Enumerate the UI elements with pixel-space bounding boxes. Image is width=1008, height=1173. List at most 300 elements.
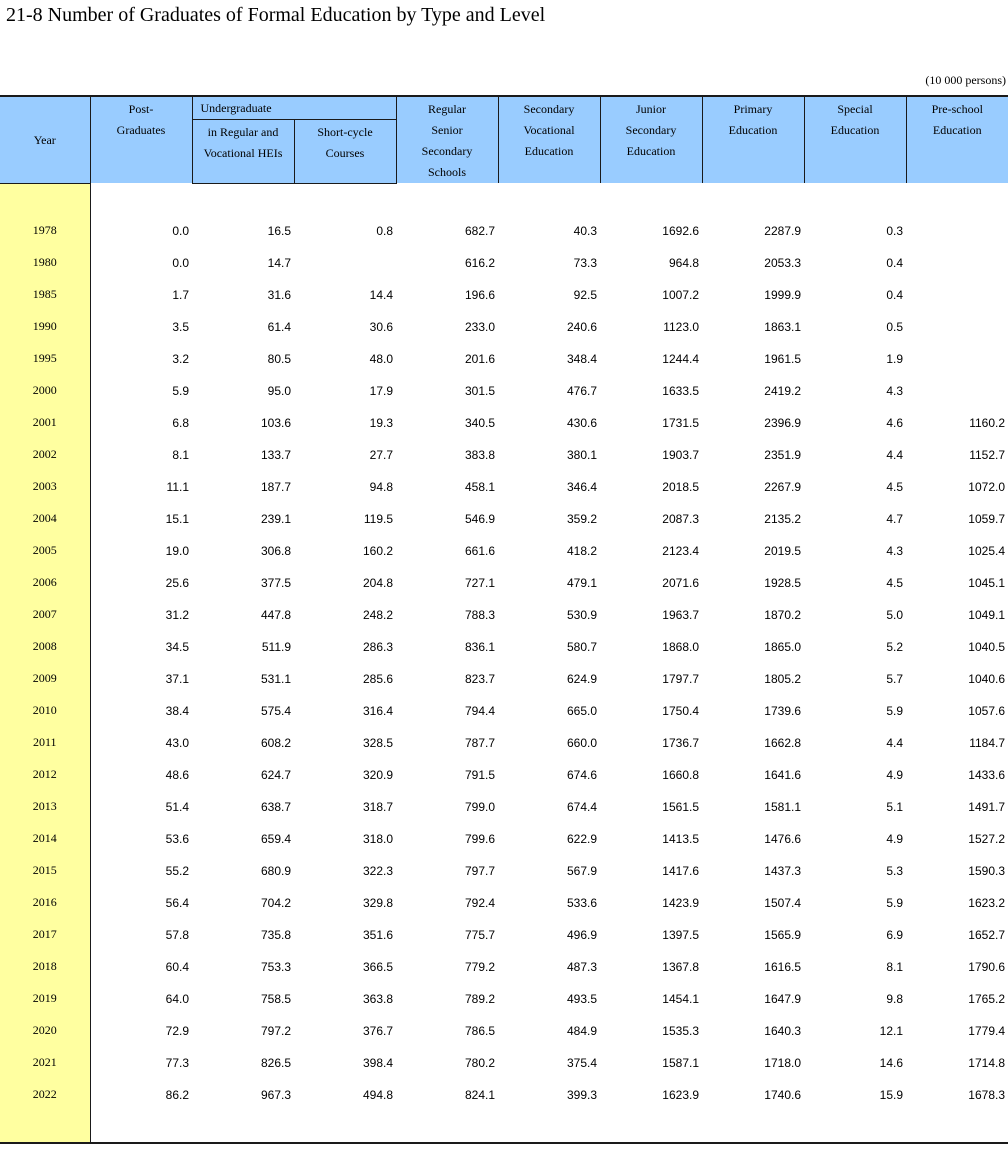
cell-year: 1980 — [0, 247, 90, 279]
cell-special: 5.7 — [886, 671, 903, 686]
cell-year: 2005 — [0, 535, 90, 567]
cell-junior-secondary: 1535.3 — [662, 1023, 699, 1038]
cell-post-graduates: 72.9 — [165, 1023, 189, 1038]
table-row — [0, 279, 1008, 311]
header-line: Regular — [428, 102, 466, 116]
cell-short-cycle: 14.4 — [369, 287, 393, 302]
cell-primary: 2053.3 — [764, 255, 801, 270]
cell-short-cycle: 94.8 — [369, 479, 393, 494]
cell-special: 4.4 — [886, 447, 903, 462]
cell-junior-secondary: 1660.8 — [662, 767, 699, 782]
table-row — [0, 407, 1008, 439]
cell-special: 4.3 — [886, 543, 903, 558]
header-line: Pre-school — [931, 102, 983, 116]
cell-pre-school: 1527.2 — [968, 831, 1005, 846]
cell-short-cycle: 320.9 — [362, 767, 393, 782]
cell-year: 2013 — [0, 791, 90, 823]
cell-primary: 1961.5 — [764, 351, 801, 366]
cell-primary: 1805.2 — [764, 671, 801, 686]
cell-pre-school — [906, 279, 1008, 311]
cell-post-graduates: 38.4 — [165, 703, 189, 718]
cell-short-cycle: 27.7 — [369, 447, 393, 462]
cell-post-graduates: 64.0 — [165, 991, 189, 1006]
cell-post-graduates: 3.2 — [172, 351, 189, 366]
cell-year: 2017 — [0, 919, 90, 951]
header-line: Secondary — [523, 102, 575, 116]
cell-short-cycle: 398.4 — [362, 1055, 393, 1070]
cell-short-cycle: 318.7 — [362, 799, 393, 814]
table-row — [0, 887, 1008, 919]
cell-post-graduates: 86.2 — [165, 1087, 189, 1102]
cell-post-graduates: 48.6 — [165, 767, 189, 782]
cell-pre-school — [906, 215, 1008, 247]
cell-secondary-vocational: 674.6 — [566, 767, 597, 782]
cell-junior-secondary: 1797.7 — [662, 671, 699, 686]
cell-post-graduates: 43.0 — [165, 735, 189, 750]
header-line: Vocational — [523, 123, 575, 137]
cell-pre-school — [906, 343, 1008, 375]
cell-short-cycle: 248.2 — [362, 607, 393, 622]
cell-secondary-vocational: 487.3 — [566, 959, 597, 974]
cell-special: 5.3 — [886, 863, 903, 878]
cell-post-graduates: 15.1 — [165, 511, 189, 526]
cell-primary: 2396.9 — [764, 415, 801, 430]
cell-short-cycle: 322.3 — [362, 863, 393, 878]
cell-regular-vocational-heis: 306.8 — [260, 543, 291, 558]
cell-secondary-vocational: 674.4 — [566, 799, 597, 814]
cell-pre-school: 1433.6 — [968, 767, 1005, 782]
cell-regular-senior-secondary: 458.1 — [464, 479, 495, 494]
header-line: Education — [830, 123, 880, 137]
cell-junior-secondary: 1413.5 — [662, 831, 699, 846]
table-row — [0, 663, 1008, 695]
cell-pre-school: 1025.4 — [968, 543, 1005, 558]
header-line: Junior — [636, 102, 666, 116]
cell-junior-secondary: 1397.5 — [662, 927, 699, 942]
cell-pre-school: 1623.2 — [968, 895, 1005, 910]
cell-primary: 1718.0 — [764, 1055, 801, 1070]
cell-special: 15.9 — [879, 1087, 903, 1102]
cell-special: 5.0 — [886, 607, 903, 622]
cell-regular-senior-secondary: 201.6 — [464, 351, 495, 366]
cell-post-graduates: 55.2 — [165, 863, 189, 878]
cell-year: 2008 — [0, 631, 90, 663]
cell-regular-vocational-heis: 447.8 — [260, 607, 291, 622]
cell-regular-senior-secondary: 823.7 — [464, 671, 495, 686]
table-row — [0, 375, 1008, 407]
cell-secondary-vocational: 496.9 — [566, 927, 597, 942]
cell-regular-vocational-heis: 103.6 — [260, 415, 291, 430]
cell-special: 4.6 — [886, 415, 903, 430]
cell-junior-secondary: 1007.2 — [662, 287, 699, 302]
table-row — [0, 1079, 1008, 1111]
header-secondary-vocational — [498, 96, 600, 183]
cell-pre-school: 1779.4 — [968, 1023, 1005, 1038]
cell-regular-vocational-heis: 659.4 — [260, 831, 291, 846]
cell-special: 4.9 — [886, 831, 903, 846]
cell-regular-vocational-heis: 797.2 — [260, 1023, 291, 1038]
cell-regular-vocational-heis: 31.6 — [267, 287, 291, 302]
cell-regular-senior-secondary: 788.3 — [464, 607, 495, 622]
cell-regular-vocational-heis: 377.5 — [260, 575, 291, 590]
cell-primary: 1640.3 — [764, 1023, 801, 1038]
table-row — [0, 311, 1008, 343]
cell-short-cycle: 318.0 — [362, 831, 393, 846]
cell-special: 5.1 — [886, 799, 903, 814]
cell-primary: 1863.1 — [764, 319, 801, 334]
cell-year: 2012 — [0, 759, 90, 791]
cell-secondary-vocational: 346.4 — [566, 479, 597, 494]
cell-pre-school: 1491.7 — [968, 799, 1005, 814]
table-row — [0, 951, 1008, 983]
cell-regular-vocational-heis: 758.5 — [260, 991, 291, 1006]
cell-secondary-vocational: 92.5 — [573, 287, 597, 302]
cell-regular-vocational-heis: 187.7 — [260, 479, 291, 494]
cell-regular-senior-secondary: 792.4 — [464, 895, 495, 910]
table-row — [0, 343, 1008, 375]
cell-post-graduates: 37.1 — [165, 671, 189, 686]
header-post-graduates — [90, 96, 192, 183]
cell-secondary-vocational: 40.3 — [573, 223, 597, 238]
cell-regular-vocational-heis: 638.7 — [260, 799, 291, 814]
cell-year: 2022 — [0, 1079, 90, 1111]
table-header — [0, 96, 1008, 183]
header-special — [804, 96, 906, 183]
cell-regular-senior-secondary: 797.7 — [464, 863, 495, 878]
cell-junior-secondary: 1561.5 — [662, 799, 699, 814]
cell-special: 0.4 — [886, 255, 903, 270]
cell-post-graduates: 0.0 — [172, 223, 189, 238]
cell-secondary-vocational: 580.7 — [566, 639, 597, 654]
cell-pre-school: 1152.7 — [969, 447, 1005, 462]
cell-short-cycle: 48.0 — [369, 351, 393, 366]
cell-special: 0.4 — [886, 287, 903, 302]
cell-year: 2010 — [0, 695, 90, 727]
cell-pre-school: 1590.3 — [968, 863, 1005, 878]
cell-secondary-vocational: 533.6 — [566, 895, 597, 910]
cell-secondary-vocational: 493.5 — [566, 991, 597, 1006]
cell-regular-vocational-heis: 80.5 — [267, 351, 291, 366]
cell-secondary-vocational: 530.9 — [566, 607, 597, 622]
spacer-row — [0, 1111, 1008, 1143]
table-row — [0, 727, 1008, 759]
cell-year: 2002 — [0, 439, 90, 471]
cell-special: 6.9 — [886, 927, 903, 942]
cell-special: 5.9 — [886, 895, 903, 910]
cell-junior-secondary: 1123.0 — [663, 319, 699, 334]
cell-regular-senior-secondary: 787.7 — [464, 735, 495, 750]
cell-year: 2014 — [0, 823, 90, 855]
cell-year: 2020 — [0, 1015, 90, 1047]
cell-short-cycle: 0.8 — [376, 223, 393, 238]
cell-regular-vocational-heis: 735.8 — [260, 927, 291, 942]
cell-primary: 1647.9 — [764, 991, 801, 1006]
unit-note: (10 000 persons) — [925, 73, 1006, 87]
cell-secondary-vocational: 375.4 — [566, 1055, 597, 1070]
header-year: Year — [0, 96, 90, 183]
cell-secondary-vocational: 359.2 — [566, 511, 597, 526]
cell-pre-school: 1184.7 — [969, 735, 1005, 750]
table-row — [0, 215, 1008, 247]
cell-pre-school: 1072.0 — [968, 479, 1005, 494]
cell-junior-secondary: 1731.5 — [662, 415, 699, 430]
cell-primary: 1865.0 — [764, 639, 801, 654]
cell-special: 4.9 — [886, 767, 903, 782]
cell-regular-vocational-heis: 608.2 — [260, 735, 291, 750]
page-title: 21-8 Number of Graduates of Formal Education by Type and Level — [6, 4, 546, 26]
cell-regular-senior-secondary: 775.7 — [464, 927, 495, 942]
header-line: Senior — [431, 123, 463, 137]
cell-regular-vocational-heis: 16.5 — [267, 223, 291, 238]
cell-primary: 1616.5 — [764, 959, 801, 974]
header-junior-secondary — [600, 96, 702, 183]
header-line: Secondary — [625, 123, 677, 137]
cell-year: 2021 — [0, 1047, 90, 1079]
cell-junior-secondary: 1423.9 — [662, 895, 699, 910]
cell-regular-vocational-heis: 704.2 — [260, 895, 291, 910]
cell-primary: 2287.9 — [764, 223, 801, 238]
cell-regular-vocational-heis: 95.0 — [267, 383, 291, 398]
cell-special: 4.5 — [886, 575, 903, 590]
cell-secondary-vocational: 73.3 — [573, 255, 597, 270]
cell-primary: 1507.4 — [764, 895, 801, 910]
cell-primary: 1641.6 — [764, 767, 801, 782]
cell-special: 12.1 — [879, 1023, 903, 1038]
cell-regular-vocational-heis: 967.3 — [260, 1087, 291, 1102]
cell-primary: 2351.9 — [764, 447, 801, 462]
cell-pre-school — [906, 247, 1008, 279]
cell-junior-secondary: 2087.3 — [662, 511, 699, 526]
cell-regular-senior-secondary: 791.5 — [464, 767, 495, 782]
cell-short-cycle: 316.4 — [362, 703, 393, 718]
header-line: Special — [837, 102, 873, 116]
cell-post-graduates: 57.8 — [165, 927, 189, 942]
cell-secondary-vocational: 479.1 — [566, 575, 597, 590]
cell-post-graduates: 8.1 — [172, 447, 189, 462]
cell-primary: 1740.6 — [764, 1087, 801, 1102]
cell-junior-secondary: 1750.4 — [662, 703, 699, 718]
table-row — [0, 695, 1008, 727]
cell-year: 2007 — [0, 599, 90, 631]
cell-regular-senior-secondary: 780.2 — [464, 1055, 495, 1070]
cell-regular-senior-secondary: 799.0 — [464, 799, 495, 814]
cell-year: 1995 — [0, 343, 90, 375]
header-line: Education — [626, 144, 676, 158]
cell-secondary-vocational: 660.0 — [566, 735, 597, 750]
cell-junior-secondary: 1633.5 — [662, 383, 699, 398]
table-row — [0, 1015, 1008, 1047]
cell-regular-vocational-heis: 531.1 — [260, 671, 291, 686]
cell-post-graduates: 56.4 — [165, 895, 189, 910]
cell-post-graduates: 77.3 — [165, 1055, 189, 1070]
table-row — [0, 503, 1008, 535]
cell-post-graduates: 0.0 — [172, 255, 189, 270]
cell-regular-senior-secondary: 682.7 — [464, 223, 495, 238]
cell-junior-secondary: 1736.7 — [662, 735, 699, 750]
cell-regular-senior-secondary: 836.1 — [464, 639, 495, 654]
header-line: Graduates — [116, 123, 166, 137]
cell-short-cycle: 329.8 — [362, 895, 393, 910]
cell-secondary-vocational: 624.9 — [566, 671, 597, 686]
cell-regular-senior-secondary: 786.5 — [464, 1023, 495, 1038]
cell-special: 5.9 — [886, 703, 903, 718]
cell-short-cycle: 285.6 — [362, 671, 393, 686]
cell-regular-senior-secondary: 233.0 — [464, 319, 495, 334]
cell-post-graduates: 25.6 — [165, 575, 189, 590]
graduates-table-container — [0, 95, 1008, 1144]
cell-regular-senior-secondary: 794.4 — [464, 703, 495, 718]
cell-post-graduates: 34.5 — [165, 639, 189, 654]
cell-secondary-vocational: 430.6 — [566, 415, 597, 430]
cell-primary: 1662.8 — [764, 735, 801, 750]
cell-short-cycle: 366.5 — [362, 959, 393, 974]
cell-regular-vocational-heis: 575.4 — [260, 703, 291, 718]
cell-year: 2000 — [0, 375, 90, 407]
cell-pre-school: 1059.7 — [968, 511, 1005, 526]
cell-year: 2019 — [0, 983, 90, 1015]
table-row — [0, 919, 1008, 951]
cell-primary: 1999.9 — [764, 287, 801, 302]
table-row — [0, 535, 1008, 567]
cell-junior-secondary: 964.8 — [668, 255, 699, 270]
cell-special: 4.4 — [886, 735, 903, 750]
cell-special: 4.7 — [886, 511, 903, 526]
cell-pre-school: 1040.5 — [968, 639, 1005, 654]
cell-junior-secondary: 1587.1 — [662, 1055, 699, 1070]
cell-short-cycle: 17.9 — [369, 383, 393, 398]
cell-short-cycle: 328.5 — [362, 735, 393, 750]
table-row — [0, 983, 1008, 1015]
cell-pre-school: 1765.2 — [968, 991, 1005, 1006]
cell-regular-senior-secondary: 727.1 — [464, 575, 495, 590]
cell-secondary-vocational: 240.6 — [566, 319, 597, 334]
cell-junior-secondary: 2071.6 — [662, 575, 699, 590]
cell-secondary-vocational: 380.1 — [566, 447, 597, 462]
cell-year: 2018 — [0, 951, 90, 983]
cell-pre-school: 1040.6 — [968, 671, 1005, 686]
cell-short-cycle: 119.5 — [363, 511, 393, 526]
header-line: Schools — [427, 165, 466, 179]
header-line: Primary — [733, 102, 773, 116]
cell-pre-school: 1049.1 — [968, 607, 1005, 622]
cell-regular-vocational-heis: 133.7 — [260, 447, 291, 462]
header-line: in Regular and — [207, 124, 279, 139]
cell-pre-school: 1678.3 — [968, 1087, 1005, 1102]
cell-special: 0.5 — [886, 319, 903, 334]
cell-junior-secondary: 2123.4 — [662, 543, 699, 558]
table-row — [0, 599, 1008, 631]
cell-junior-secondary: 1367.8 — [662, 959, 699, 974]
header-line: Education — [932, 123, 982, 137]
cell-pre-school: 1714.8 — [968, 1055, 1005, 1070]
cell-special: 1.9 — [886, 351, 903, 366]
cell-primary: 2019.5 — [764, 543, 801, 558]
cell-pre-school: 1160.2 — [969, 415, 1005, 430]
cell-regular-vocational-heis: 680.9 — [260, 863, 291, 878]
cell-pre-school: 1790.6 — [968, 959, 1005, 974]
table-row — [0, 759, 1008, 791]
cell-secondary-vocational: 418.2 — [566, 543, 597, 558]
cell-regular-senior-secondary: 301.5 — [464, 383, 495, 398]
cell-pre-school: 1057.6 — [968, 703, 1005, 718]
cell-regular-senior-secondary: 824.1 — [464, 1087, 495, 1102]
cell-year: 1978 — [0, 215, 90, 247]
cell-primary: 1437.3 — [764, 863, 801, 878]
cell-secondary-vocational: 567.9 — [566, 863, 597, 878]
cell-regular-vocational-heis: 753.3 — [260, 959, 291, 974]
cell-special: 4.5 — [886, 479, 903, 494]
cell-junior-secondary: 1623.9 — [662, 1087, 699, 1102]
cell-post-graduates: 19.0 — [165, 543, 189, 558]
cell-junior-secondary: 1868.0 — [662, 639, 699, 654]
cell-short-cycle: 494.8 — [362, 1087, 393, 1102]
cell-year: 1985 — [0, 279, 90, 311]
table-row — [0, 567, 1008, 599]
cell-pre-school: 1652.7 — [968, 927, 1005, 942]
cell-regular-senior-secondary: 779.2 — [464, 959, 495, 974]
header-undergraduate-group: Undergraduate — [192, 96, 396, 119]
cell-year: 1990 — [0, 311, 90, 343]
header-regular-senior-secondary — [396, 96, 498, 183]
cell-junior-secondary: 2018.5 — [662, 479, 699, 494]
cell-regular-senior-secondary: 546.9 — [464, 511, 495, 526]
cell-short-cycle: 19.3 — [369, 415, 393, 430]
cell-pre-school — [906, 311, 1008, 343]
header-regular-vocational-heis — [192, 119, 294, 183]
cell-short-cycle: 351.6 — [362, 927, 393, 942]
cell-regular-vocational-heis: 14.7 — [267, 255, 291, 270]
table-row — [0, 471, 1008, 503]
cell-regular-senior-secondary: 799.6 — [464, 831, 495, 846]
header-line: Post- — [128, 102, 154, 116]
table-row — [0, 823, 1008, 855]
graduates-table — [0, 95, 1008, 1144]
cell-year: 2009 — [0, 663, 90, 695]
cell-junior-secondary: 1903.7 — [662, 447, 699, 462]
cell-primary: 1476.6 — [764, 831, 801, 846]
cell-primary: 1928.5 — [764, 575, 801, 590]
header-line: Vocational HEIs — [203, 145, 283, 160]
cell-post-graduates: 6.8 — [172, 415, 189, 430]
cell-special: 4.3 — [886, 383, 903, 398]
table-row — [0, 1047, 1008, 1079]
cell-year: 2006 — [0, 567, 90, 599]
cell-year: 2015 — [0, 855, 90, 887]
cell-short-cycle: 376.7 — [362, 1023, 393, 1038]
cell-secondary-vocational: 399.3 — [566, 1087, 597, 1102]
cell-special: 9.8 — [886, 991, 903, 1006]
cell-regular-senior-secondary: 789.2 — [464, 991, 495, 1006]
spacer-row — [0, 183, 1008, 215]
header-line: Education — [728, 123, 778, 137]
header-line: Courses — [325, 145, 365, 160]
cell-pre-school — [906, 375, 1008, 407]
table-row — [0, 791, 1008, 823]
cell-special: 8.1 — [886, 959, 903, 974]
table-row — [0, 439, 1008, 471]
cell-junior-secondary: 1244.4 — [662, 351, 699, 366]
cell-regular-senior-secondary: 196.6 — [464, 287, 495, 302]
header-short-cycle — [294, 119, 396, 183]
cell-primary: 1581.1 — [764, 799, 801, 814]
cell-short-cycle: 160.2 — [362, 543, 393, 558]
cell-regular-vocational-heis: 624.7 — [260, 767, 291, 782]
cell-secondary-vocational: 348.4 — [566, 351, 597, 366]
table-body — [0, 183, 1008, 1143]
cell-short-cycle: 286.3 — [362, 639, 393, 654]
cell-short-cycle: 363.8 — [362, 991, 393, 1006]
cell-short-cycle: 204.8 — [362, 575, 393, 590]
